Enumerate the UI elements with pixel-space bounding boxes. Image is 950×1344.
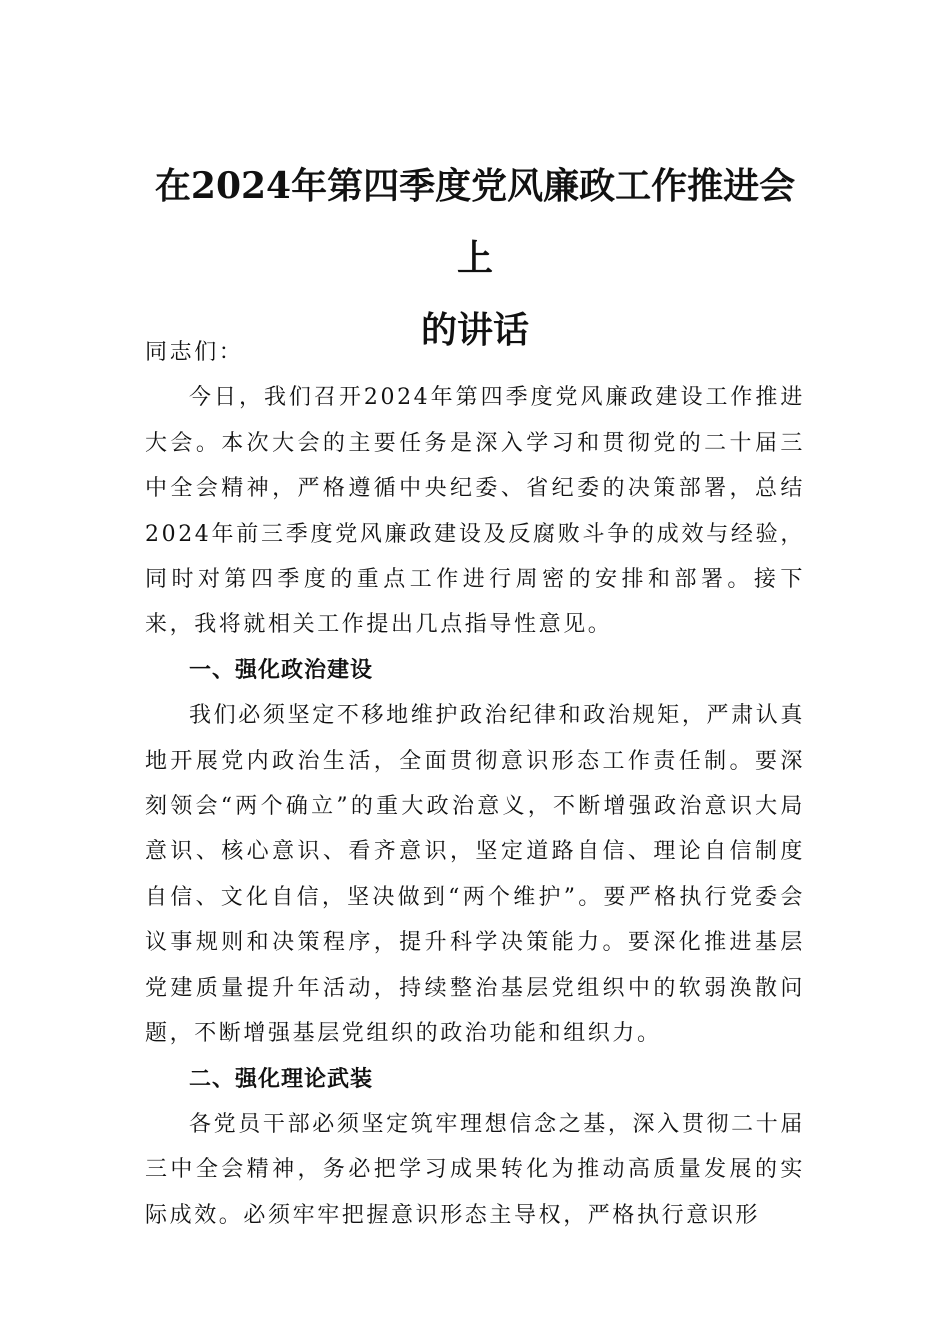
intro-paragraph: 今日，我们召开2024年第四季度党风廉政建设工作推进大会。本次大会的主要任务是深入学习和贯彻党的二十届三中全会精神，严格遵循中央纪委、省纪委的决策部署，总结2024年前三季度党风廉政建设及反腐败斗争的成效与经验，同时对第四季度的重点工作进行周密的安排和部署。接下来，我将就相关工作提出几点指导性意见。 — [145, 385, 805, 638]
title-line-2: 的讲话 — [420, 309, 529, 351]
salutation: 同志们： — [145, 340, 244, 365]
document-body — [145, 330, 805, 1238]
section-2-paragraph: 各党员干部必须坚定筑牢理想信念之基，深入贯彻二十届三中全会精神，务必把学习成果转化为推动高质量发展的实际成效。必须牢牢把握意识形态主导权，严格执行意识形 — [145, 1111, 805, 1228]
section-1-paragraph: 我们必须坚定不移地维护政治纪律和政治规矩，严肃认真地开展党内政治生活，全面贯彻意识形态工作责任制。要深刻领会“两个确立”的重大政治意义，不断增强政治意识大局意识、核心意识、看齐意识，坚定道路自信、理论自信制度自信、文化自信，坚决做到“两个维护”。要严格执行党委会议事规则和决策程序，提升科学决策能力。要深化推进基层党建质量提升年活动，持续整治基层党组织中的软弱涣散问题，不断增强基层党组织的政治功能和组织力。 — [145, 703, 805, 1047]
section-1-heading: 一、强化政治建设 — [189, 657, 374, 683]
title-line-1: 在2024年第四季度党风廉政工作推进会上 — [154, 165, 796, 279]
section-2-heading: 二、强化理论武装 — [189, 1066, 374, 1092]
